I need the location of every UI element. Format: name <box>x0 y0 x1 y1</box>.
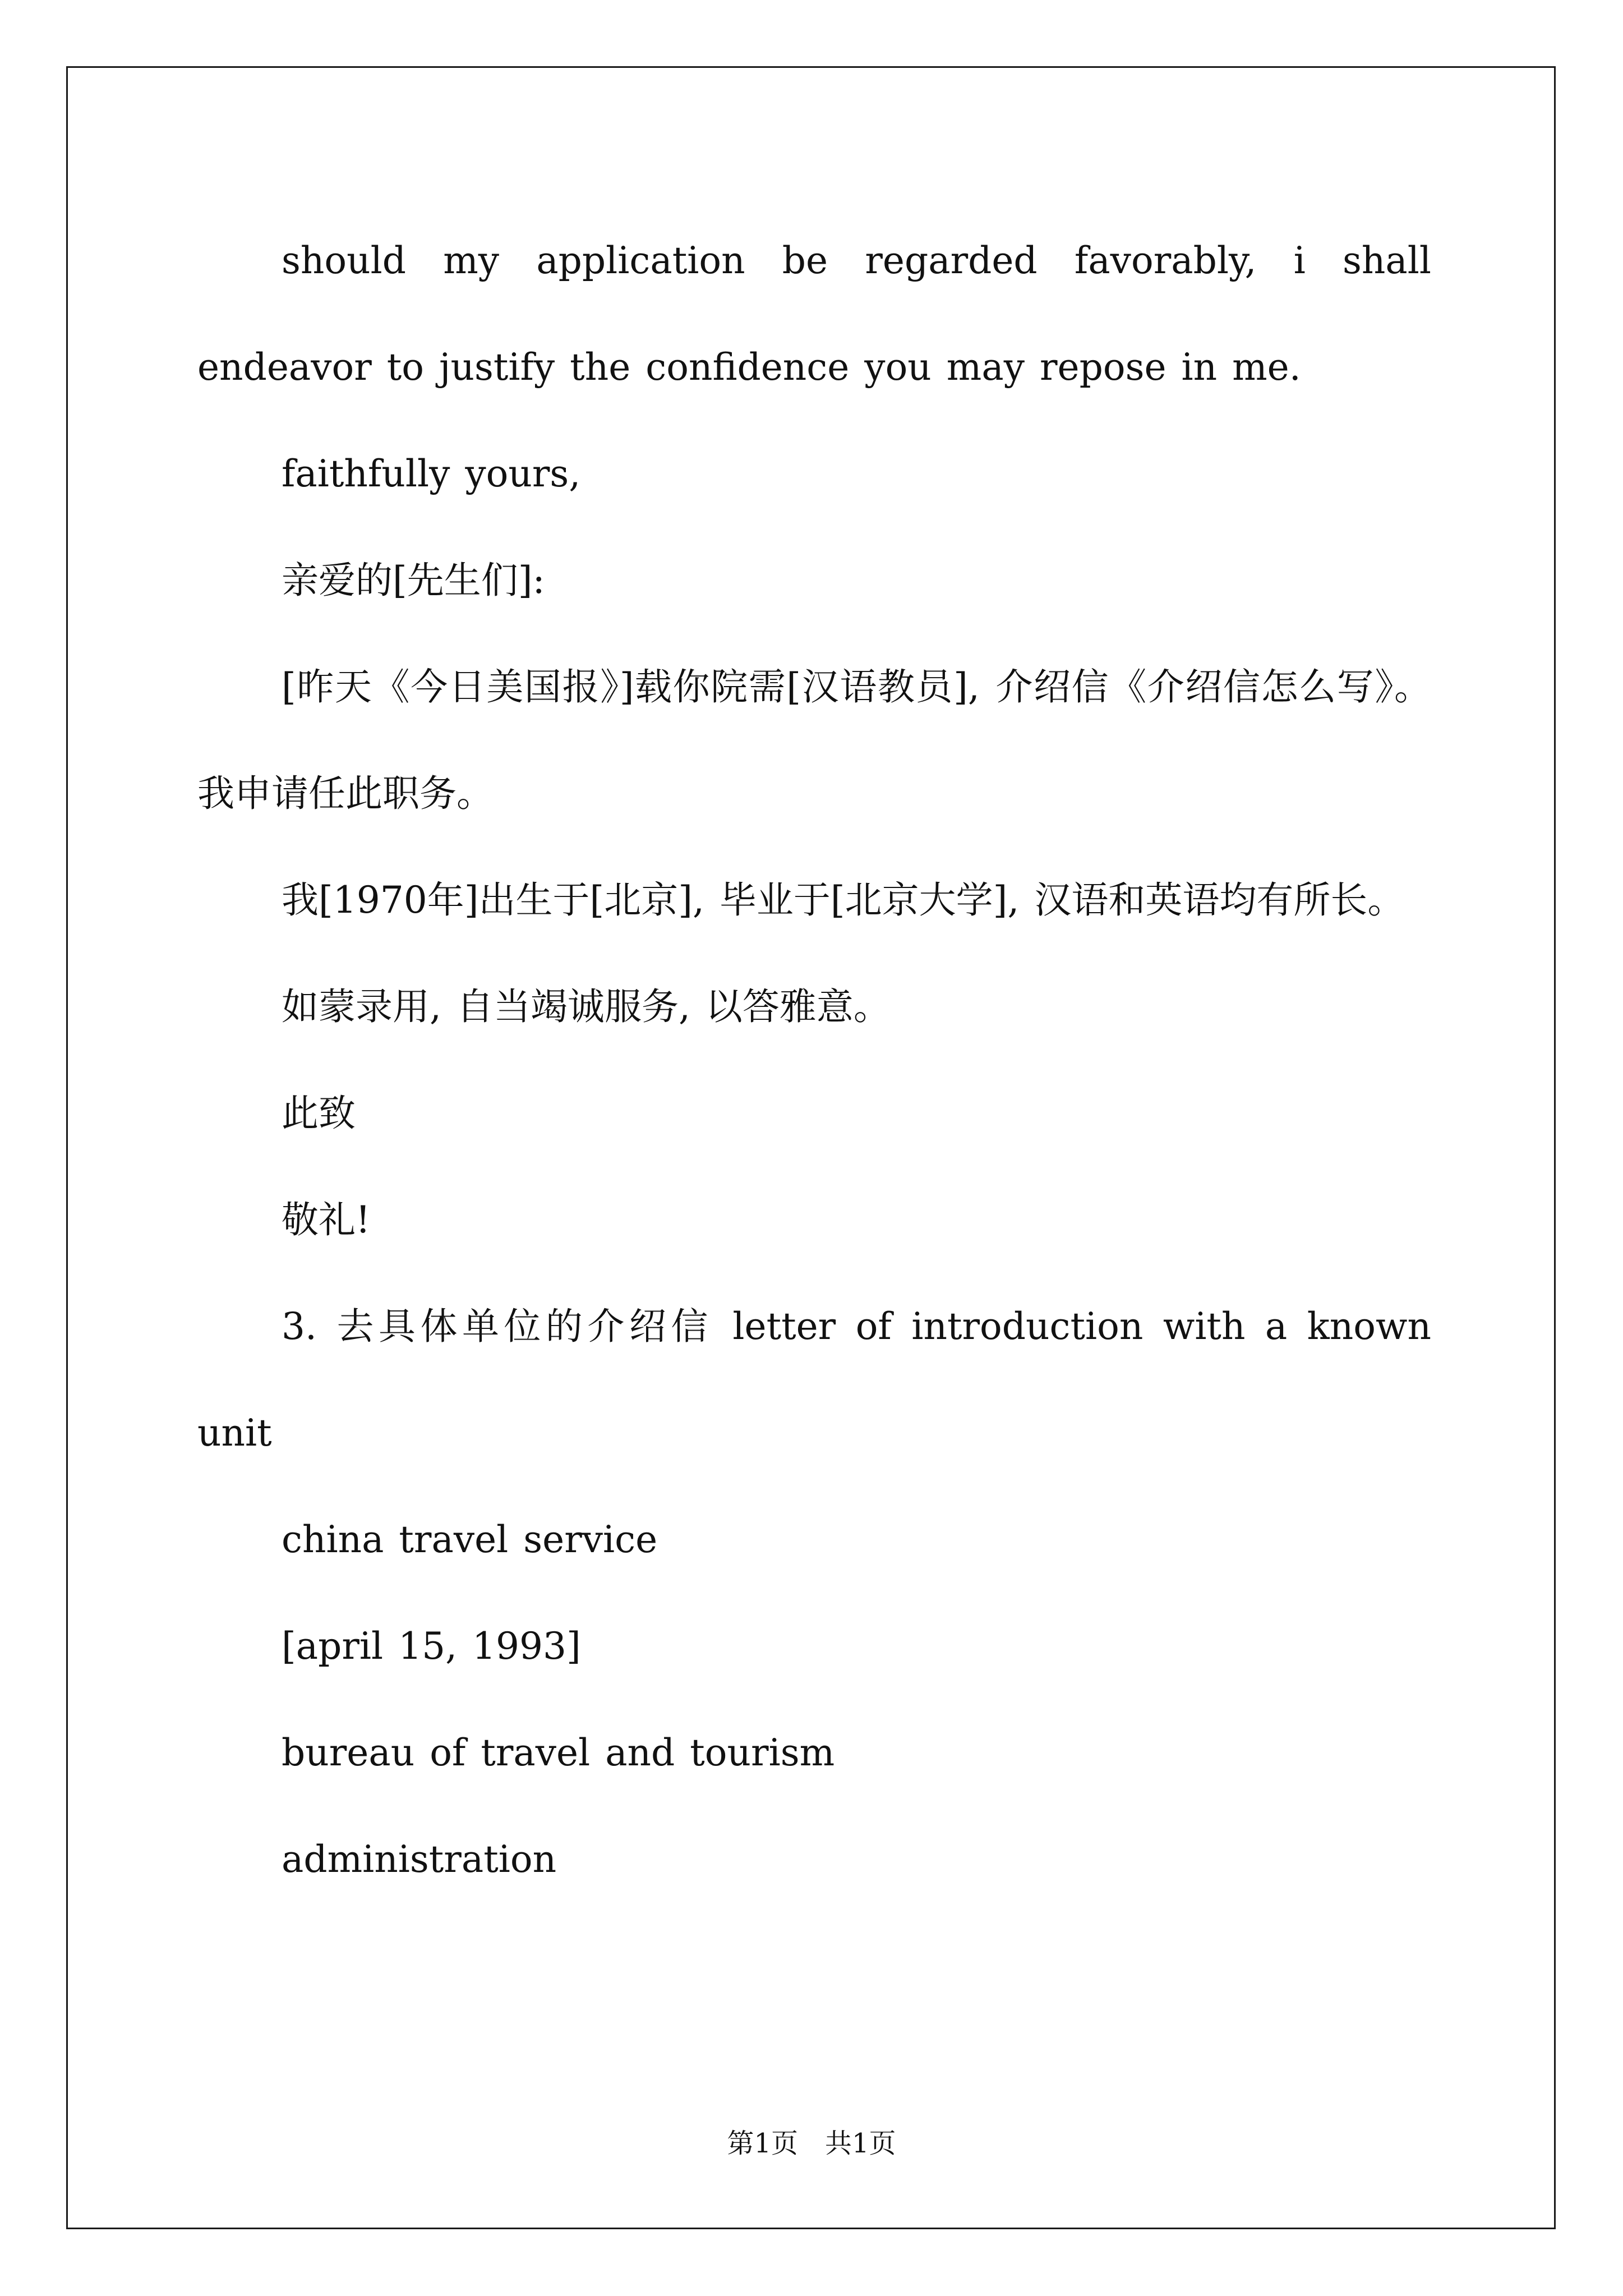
document-body <box>197 208 1431 1913</box>
paragraph-job-notice: [昨天《今日美国报》]载你院需[汉语教员], 介绍信《介绍信怎么写》。我申请任此职务。 <box>197 665 1431 815</box>
paragraph-cizhi: 此致 <box>282 1092 356 1135</box>
paragraph-salutation: 亲爱的[先生们]: <box>282 559 545 602</box>
paragraph-application: should my application be regarded favorably, i shall endeavor to justify the confidence you may repose in me. <box>197 239 1431 389</box>
paragraph-recipient: bureau of travel and tourism <box>282 1731 835 1774</box>
paragraph-jingli: 敬礼! <box>282 1198 371 1241</box>
paragraph-background: 我[1970年]出生于[北京], 毕业于[北京大学], 汉语和英语均有所长。 <box>282 878 1405 922</box>
page-footer: 第1页 共1页 <box>727 2128 896 2159</box>
paragraph-sender: china travel service <box>282 1518 658 1561</box>
paragraph-closing: faithfully yours, <box>282 452 581 495</box>
paragraph-section-3: 3. 去具体单位的介绍信 letter of introduction with a known unit <box>197 1305 1431 1455</box>
paragraph-pledge: 如蒙录用, 自当竭诚服务, 以答雅意。 <box>282 985 891 1028</box>
paragraph-date: [april 15, 1993] <box>282 1625 581 1668</box>
paragraph-recipient-cont: administration <box>282 1838 557 1881</box>
